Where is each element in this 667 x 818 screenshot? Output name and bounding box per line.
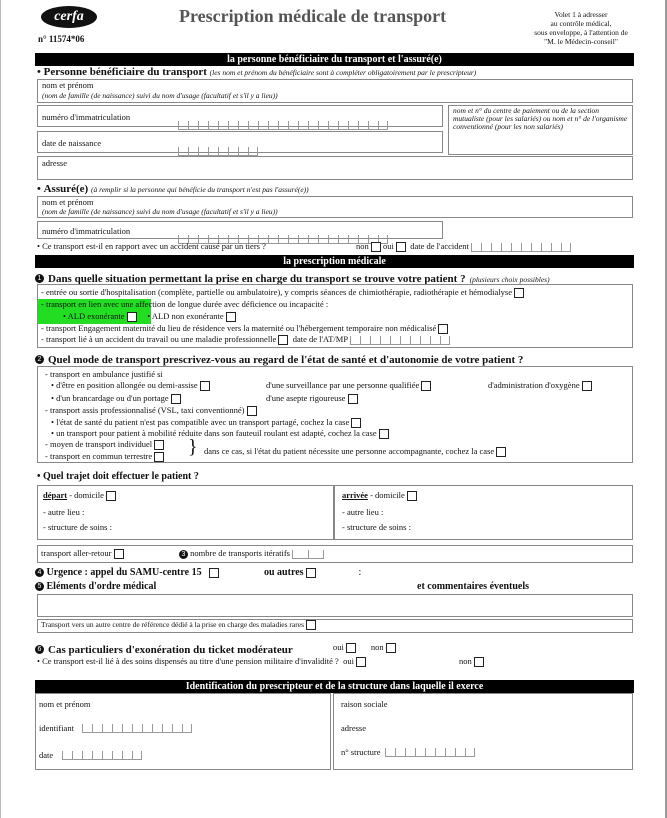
q6-non-checkbox[interactable]: [386, 643, 396, 653]
bullet-icon: •: [51, 417, 54, 427]
bullet-icon: •: [147, 311, 151, 321]
atmp-label: - transport lié à un accident du travail ou une maladie professionnelle: [41, 334, 277, 344]
depart-autre: - autre lieu :: [43, 507, 85, 517]
atmp-date-label: date de l'AT/MP: [292, 334, 348, 344]
allonge-label: d'être en position allongée ou demi-assise: [56, 380, 198, 390]
volet-note: [521, 10, 641, 46]
bullet-icon: •: [37, 183, 41, 195]
oui-label: oui: [383, 241, 394, 251]
partage-label: l'état de santé du patient n'est pas compatible avec un transport partagé, cochez la case: [56, 417, 350, 427]
bullet-icon: •: [51, 393, 54, 403]
insured-name-field[interactable]: [37, 196, 633, 218]
surveillance-row: [266, 380, 431, 391]
arrivee-autre: - autre lieu :: [342, 507, 384, 517]
brancard-checkbox[interactable]: [171, 394, 181, 404]
urgence-label: Urgence : appel du SAMU-centre 15: [46, 567, 202, 578]
fauteuil-checkbox[interactable]: [379, 429, 389, 439]
accident-date-cells[interactable]: [471, 243, 571, 252]
bullet-icon: •: [51, 380, 54, 390]
number-6-icon: 6: [35, 645, 44, 654]
insured-immat-field[interactable]: [37, 221, 443, 239]
iteratifs-label: nombre de transports itératifs: [190, 548, 290, 558]
accompagnant-label: dans ce cas, si l'état du patient nécessite une personne accompagnante, cochez la case: [204, 446, 495, 456]
ald-exo-checkbox[interactable]: [127, 312, 137, 322]
vsl-checkbox[interactable]: [247, 406, 257, 416]
autres-colon: :: [358, 567, 362, 578]
asepsie-label: d'une asepte rigoureuse: [266, 393, 346, 403]
form-number: n° 11574*06: [38, 34, 85, 44]
hospitalisation-label: - entrée ou sortie d'hospitalisation (complète, partielle ou ambulatoire), y compris séances de chimiothérapie, radiothérapie et hémodialyse: [41, 287, 512, 297]
bullet-icon: •: [37, 66, 41, 78]
accompagnant-row: [204, 446, 506, 457]
aller-retour-row: [41, 548, 124, 559]
name-note: (nom de famille (de naissance) suivi du nom d'usage (facultatif et s'il y a lieu)): [42, 91, 278, 100]
ambulance-label: - transport en ambulance justifié si: [45, 369, 163, 379]
medical-label: Eléments d'ordre médical: [46, 581, 157, 592]
structure-cells[interactable]: [385, 748, 475, 757]
q1-title: Dans quelle situation permettant la prise en charge du transport se trouve votre patient ?: [48, 273, 466, 285]
immat-label: numéro d'immatriculation: [42, 226, 131, 236]
page-title: Prescription médicale de transport: [179, 6, 447, 26]
insured-note: (à remplir si la personne qui bénéficie du transport n'est pas l'assuré(e)): [90, 185, 309, 194]
birth-label: date de naissance: [42, 138, 101, 148]
immat-label: numéro d'immatriculation: [42, 112, 131, 122]
vsl-label: - transport assis professionnalisé (VSL, taxi conventionné): [45, 405, 245, 415]
volet-line: "M. le Médecin-conseil": [544, 37, 618, 46]
fauteuil-label: un transport pour patient à mobilité réduite dans son fauteuil roulant est adapté, cochez la case: [56, 428, 377, 438]
non-label: non: [370, 642, 384, 652]
brace-icon: }: [188, 436, 198, 458]
autres-label: ou autres: [264, 567, 304, 578]
depart-label: départ: [43, 490, 68, 500]
oxygene-label: d'administration d'oxygène: [488, 380, 580, 390]
medical-row: [35, 581, 156, 592]
commun-label: - transport en commun terrestre: [45, 451, 153, 461]
q6-title: Cas particuliers d'exonération du ticket modérateur: [48, 644, 293, 656]
prescriber-date-cells[interactable]: [62, 751, 142, 760]
accident-date-label: date de l'accident: [410, 241, 469, 251]
surveillance-label: d'une surveillance par une personne qualifiée: [266, 380, 420, 390]
accompagnant-checkbox[interactable]: [496, 447, 506, 457]
name-note: (nom de famille (de naissance) suivi du nom d'usage (facultatif et s'il y a lieu)): [42, 207, 278, 216]
pension-oui-checkbox[interactable]: [356, 657, 366, 667]
vsl-row: [45, 405, 257, 416]
ambulance-row2: [51, 393, 181, 404]
maternite-label: - transport Engagement maternité du lieu de résidence vers la maternité ou l'hébergement temporaire non médicalisé: [41, 323, 437, 333]
autres-checkbox[interactable]: [306, 568, 316, 578]
iteratifs-cells[interactable]: [292, 550, 324, 559]
q6-oui-checkbox[interactable]: [346, 643, 356, 653]
structure-label: n° structure: [341, 747, 381, 757]
volet-line: sous enveloppe, à l'attention de: [534, 28, 628, 37]
beneficiary-immat-field[interactable]: [37, 105, 443, 127]
volet-line: Volet 1 à adresser: [554, 10, 608, 19]
iteratifs-row: [179, 548, 324, 559]
asepsie-row: [266, 393, 358, 404]
maternite-checkbox[interactable]: [438, 324, 448, 334]
prescriber-date-label: date: [39, 750, 54, 760]
surveillance-checkbox[interactable]: [421, 381, 431, 391]
section-bar-beneficiary: la personne bénéficiaire du transport et l'assuré(e): [35, 53, 634, 66]
prescriber-id-row: [39, 723, 192, 733]
oxygene-row: [488, 380, 592, 391]
ald-non-checkbox[interactable]: [226, 312, 236, 322]
pension-label: Ce transport est-il lié à des soins dispensés au titre d'une pension militaire d'invalidité ?: [42, 656, 339, 666]
trajet-title: Quel trajet doit effectuer le patient ?: [43, 471, 199, 482]
beneficiary-note: (les nom et prénom du bénéficiaire sont à compléter obligatoirement par le prescripteur): [209, 68, 477, 77]
address-field[interactable]: [37, 156, 633, 180]
rare-row: [41, 620, 316, 630]
depart-structure: - structure de soins :: [43, 522, 112, 532]
number-3-icon: 3: [179, 550, 188, 559]
arrivee-domicile-checkbox[interactable]: [407, 491, 417, 501]
q1-opt4: [41, 334, 450, 345]
asepsie-checkbox[interactable]: [348, 394, 358, 404]
pension-row: [37, 656, 366, 667]
non-label: non: [459, 656, 472, 666]
section-bar-prescription: la prescription médicale: [35, 255, 634, 268]
accident-row: [37, 241, 266, 251]
ald-exo-label: ALD exonérante: [67, 311, 125, 321]
domicile-label: - domicile: [370, 490, 405, 500]
urgence-row: [35, 567, 219, 578]
bullet-icon: •: [63, 311, 66, 321]
aller-retour-label: transport aller-retour: [41, 548, 112, 558]
atmp-checkbox[interactable]: [278, 335, 288, 345]
beneficiary-name-field[interactable]: [37, 79, 633, 103]
samu-checkbox[interactable]: [209, 568, 219, 578]
partage-checkbox[interactable]: [351, 418, 361, 428]
prescriber-id-label: identifiant: [39, 723, 74, 733]
q2-title: Quel mode de transport prescrivez-vous au regard de l'état de santé et d'autonomie de votre patient ?: [48, 354, 524, 366]
medical-field[interactable]: [37, 594, 633, 617]
bullet-icon: •: [37, 241, 40, 251]
section-bar-prescriber: Identification du prescripteur et de la structure dans laquelle il exerce: [35, 680, 634, 693]
centre-note: nom et n° du centre de paiement ou de la section mutualiste (pour les salariés) ou nom et n° de l'organisme conventionné (pour les non salariés): [453, 106, 628, 131]
autres-row: [264, 567, 361, 578]
accident-choices: [356, 241, 571, 252]
number-2-icon: 2: [35, 355, 44, 364]
individuel-checkbox[interactable]: [154, 440, 164, 450]
rare-label: Transport vers un autre centre de référence dédié à la prise en charge des maladies rares: [41, 620, 305, 629]
raison-label: raison sociale: [341, 699, 388, 709]
prescriber-name-label: nom et prénom: [39, 699, 91, 709]
name-label: nom et prénom: [42, 80, 94, 90]
depart-domicile-row: [43, 490, 116, 501]
beneficiary-title: Personne bénéficiaire du transport: [43, 66, 207, 78]
number-1-icon: 1: [35, 274, 44, 283]
birthdate-field[interactable]: [37, 131, 443, 153]
bullet-icon: •: [37, 471, 41, 482]
name-label: nom et prénom: [42, 197, 94, 207]
beneficiary-heading: [37, 66, 476, 78]
aller-retour-checkbox[interactable]: [114, 549, 124, 559]
arrivee-label: arrivée: [342, 490, 368, 500]
atmp-date-cells[interactable]: [350, 336, 450, 345]
arrivee-structure: - structure de soins :: [342, 522, 411, 532]
oxygene-checkbox[interactable]: [582, 381, 592, 391]
accident-non-checkbox[interactable]: [371, 242, 381, 252]
brancard-label: d'un brancardage ou d'un portage: [56, 393, 169, 403]
q1-note: (plusieurs choix possibles): [469, 275, 550, 284]
prescriber-date-row: [39, 750, 142, 760]
q1-opt1: [41, 287, 524, 298]
individuel-row: [45, 439, 164, 450]
ambulance-row1: [51, 380, 210, 391]
oui-label: oui: [333, 642, 344, 652]
insured-heading: [37, 183, 309, 195]
individuel-label: - moyen de transport individuel: [45, 439, 153, 449]
birth-cells: [178, 138, 258, 156]
domicile-label: - domicile: [69, 490, 104, 500]
number-4-icon: 4: [35, 568, 44, 577]
pension-non-row: [459, 656, 484, 667]
accident-oui-checkbox[interactable]: [396, 242, 406, 252]
q1-opt2: - transport en lien avec une affection de longue durée avec déficience ou incapacité :: [41, 299, 329, 309]
bullet-icon: •: [51, 428, 54, 438]
insured-title: Assuré(e): [43, 183, 89, 195]
partage-row: [51, 417, 361, 428]
rare-checkbox[interactable]: [306, 620, 316, 630]
prescriber-id-cells[interactable]: [82, 724, 192, 733]
aller-retour-box: [37, 545, 633, 563]
allonge-checkbox[interactable]: [200, 381, 210, 391]
depart-domicile-checkbox[interactable]: [106, 491, 116, 501]
commun-row: [45, 451, 164, 462]
non-label: non: [356, 241, 369, 251]
cerfa-logo: cerfa: [41, 6, 97, 28]
accident-question: Ce transport est-il en rapport avec un accident causé par un tiers ?: [42, 241, 266, 251]
ald-row: [63, 311, 236, 322]
q6-choices: [333, 642, 396, 653]
fauteuil-row: [51, 428, 389, 439]
pension-non-checkbox[interactable]: [474, 657, 484, 667]
arrivee-domicile-row: [342, 490, 417, 501]
centre-field[interactable]: [448, 105, 633, 155]
immat-cells: [178, 112, 388, 130]
bullet-icon: •: [37, 656, 40, 666]
q1-opt3: [41, 323, 448, 334]
number-5-icon: 5: [35, 582, 44, 591]
adresse-label: adresse: [341, 723, 367, 733]
oui-label: oui: [343, 656, 354, 666]
volet-line: au contrôle médical,: [550, 19, 612, 28]
trajet-heading: [37, 471, 199, 482]
ald-non-label: ALD non exonérante: [151, 311, 224, 321]
address-label: adresse: [42, 158, 68, 168]
hospitalisation-checkbox[interactable]: [514, 288, 524, 298]
comments-label: et commentaires éventuels: [417, 581, 530, 592]
commun-checkbox[interactable]: [154, 452, 164, 462]
structure-row: [341, 747, 475, 757]
